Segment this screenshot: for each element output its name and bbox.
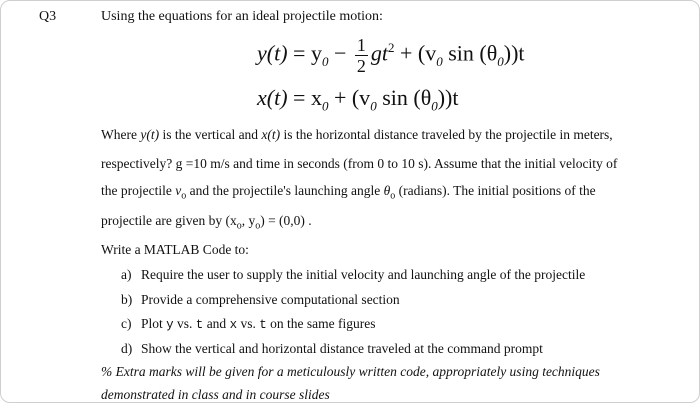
task-code-t: t xyxy=(259,318,267,332)
eq-half-fraction xyxy=(355,35,368,76)
body-x-of-t: x(t) xyxy=(261,127,281,142)
eq-y-close: ))t xyxy=(503,40,525,66)
body-y-of-t: y(t) xyxy=(140,127,160,142)
task-label: d) xyxy=(121,341,133,356)
task-text: Provide a comprehensive computational section xyxy=(141,292,400,307)
body-text: is the vertical and xyxy=(159,127,262,142)
eq-x-plus: + (v xyxy=(328,85,371,110)
eq-x-sin: sin (θ xyxy=(376,85,432,110)
body-text: and the projectile's launching angle xyxy=(186,183,384,198)
task-text: Require the user to supply the initial velocity and launching angle of the projectile xyxy=(141,267,586,282)
body-x-sub: o xyxy=(236,220,242,232)
question-number: Q3 xyxy=(39,9,57,24)
eq-y-lhs: y(t) xyxy=(257,40,288,66)
body-pos: (x xyxy=(225,213,237,228)
task-text: Plot xyxy=(141,316,167,331)
equation-x xyxy=(257,85,459,114)
task-text: vs. xyxy=(237,316,260,331)
eq-gt: gt xyxy=(370,40,388,66)
extra-note-line-2: demonstrated in class and in course slides xyxy=(101,387,330,402)
body-line-3 xyxy=(101,183,596,202)
task-code-t: t xyxy=(195,318,204,332)
body-text: (radians). The initial positions of the xyxy=(395,183,596,198)
eq-x-equals: = x xyxy=(287,85,322,110)
body-text: Where xyxy=(101,127,141,142)
body-v-sub: o xyxy=(181,190,187,202)
body-text: is the horizontal distance traveled by the projectile in meters, xyxy=(280,127,613,142)
task-item-d xyxy=(121,341,543,357)
task-text: on the same figures xyxy=(266,316,376,331)
eq-y-equals: = y xyxy=(287,40,322,66)
question-intro: Using the equations for an ideal projectile motion: xyxy=(101,9,383,24)
body-pos: , y xyxy=(241,213,256,228)
body-line-1 xyxy=(101,127,613,143)
eq-y-sin: sin (θ xyxy=(442,40,498,66)
eq-y-v0-sub: 0 xyxy=(436,53,443,69)
eq-y0-sub: 0 xyxy=(321,53,329,69)
task-text: and xyxy=(203,316,230,331)
body-text: the projectile xyxy=(101,183,176,198)
eq-y-th-sub: 0 xyxy=(497,53,504,69)
body-y-sub: o xyxy=(255,220,261,232)
task-label: c) xyxy=(121,316,132,331)
eq-x-th-sub: 0 xyxy=(431,98,438,114)
task-label: b) xyxy=(121,292,133,307)
eq-y-plus: + (v xyxy=(394,40,437,66)
extra-note-line-1: % Extra marks will be given for a meticulously written code, appropriately using techniques xyxy=(101,364,600,379)
eq-half-den: 2 xyxy=(356,56,366,76)
body-theta: θ xyxy=(383,183,391,198)
body-line-4 xyxy=(101,213,312,232)
eq-sq: 2 xyxy=(388,40,395,56)
eq-x0-sub: 0 xyxy=(321,98,329,114)
task-item-c xyxy=(121,316,375,332)
eq-y-minus: − xyxy=(328,40,347,66)
eq-x-lhs: x(t) xyxy=(257,85,288,110)
equation-y xyxy=(257,35,525,76)
body-line-2: respectively? g =10 m/s and time in seconds (from 0 to 10 s). Assume that the initial velocity of xyxy=(101,156,618,171)
eq-half-num: 1 xyxy=(356,35,366,55)
task-text: Show the vertical and horizontal distance traveled at the command prompt xyxy=(141,341,543,356)
task-item-a xyxy=(121,267,585,283)
body-theta-sub: o xyxy=(390,190,396,202)
body-pos: ) = (0,0) . xyxy=(260,213,312,228)
task-header: Write a MATLAB Code to: xyxy=(101,242,249,257)
task-text: vs. xyxy=(173,316,196,331)
eq-x-v0-sub: 0 xyxy=(370,98,377,114)
task-item-b xyxy=(121,292,400,308)
task-code-y: y xyxy=(166,318,174,332)
body-v: v xyxy=(175,183,182,198)
task-code-x: x xyxy=(229,318,238,332)
task-label: a) xyxy=(121,267,132,282)
body-text: projectile are given by xyxy=(101,213,226,228)
eq-x-close: ))t xyxy=(437,85,459,110)
